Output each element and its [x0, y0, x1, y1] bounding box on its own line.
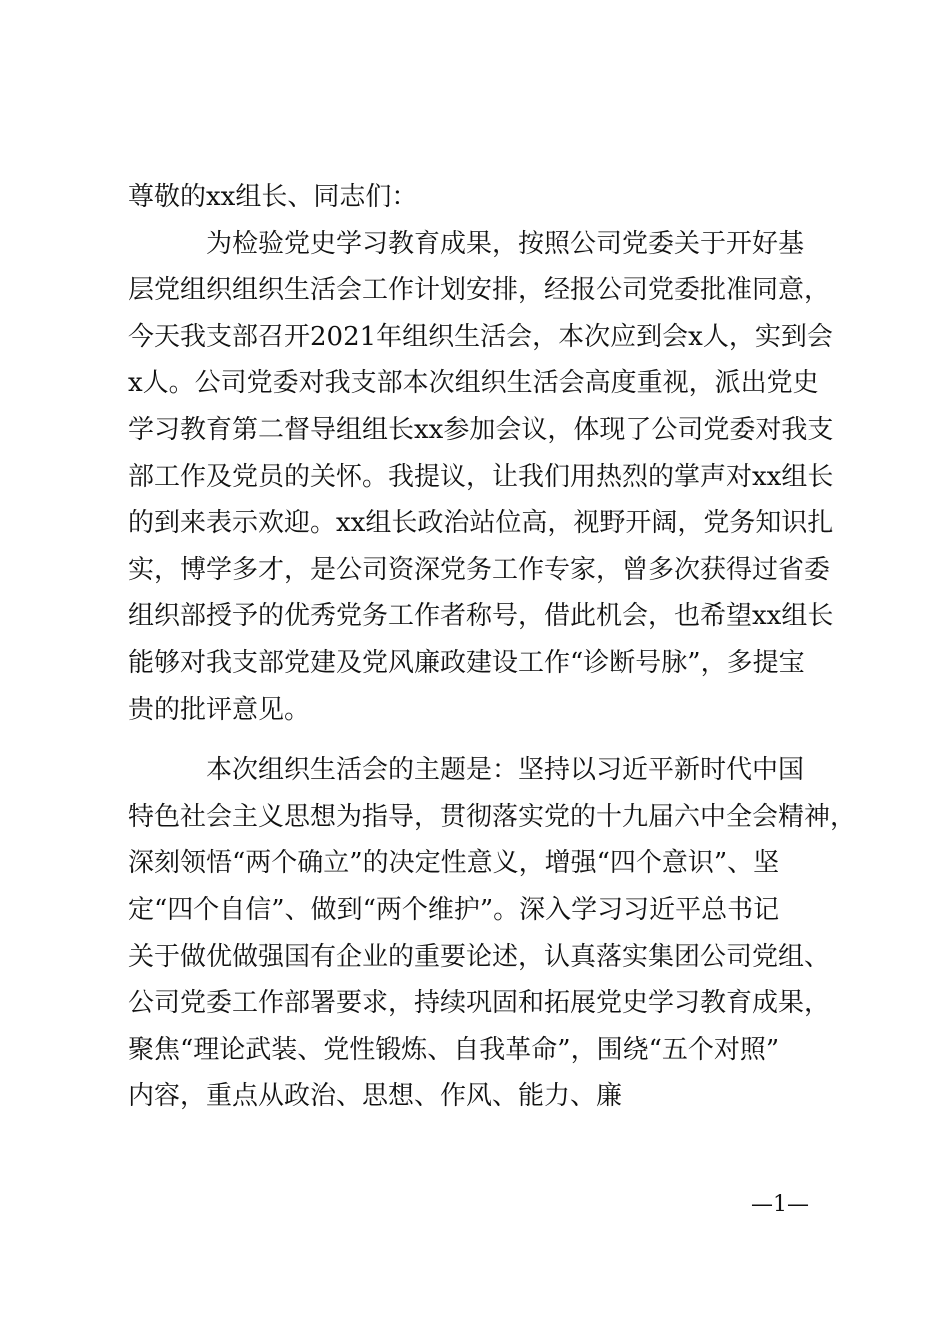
document-body: [128, 174, 857, 1120]
paragraph-1-line: 层党组织组织生活会工作计划安排，经报公司党委批准同意，: [128, 275, 831, 306]
paragraph-1-line: 组织部授予的优秀党务工作者称号，借此机会，也希望xx组长: [128, 601, 834, 632]
page-number: —1—: [751, 1192, 809, 1217]
paragraph-1-line: 实，博学多才，是公司资深党务工作专家，曾多次获得过省委: [128, 554, 831, 585]
paragraph-1-line: 学习教育第二督导组组长xx参加会议，体现了公司党委对我支: [128, 414, 834, 445]
paragraph-1-line: 贵的批评意见。: [128, 694, 311, 725]
paragraph-1-line: 为检验党史学习教育成果，按照公司党委关于开好基: [128, 228, 805, 259]
paragraph-2-line: 聚焦“理论武装、党性锻炼、自我革命”，围绕“五个对照”: [128, 1034, 780, 1065]
salutation: 尊敬的xx组长、同志们：: [128, 182, 418, 212]
paragraph-1-line: 的到来表示欢迎。xx组长政治站位高，视野开阔，党务知识扎: [128, 508, 834, 539]
paragraph-1-line: x人。公司党委对我支部本次组织生活会高度重视，派出党史: [128, 368, 819, 399]
paragraph-2-line: 内容，重点从政治、思想、作风、能力、廉: [128, 1081, 623, 1112]
paragraph-1-line: 部工作及党员的关怀。我提议，让我们用热烈的掌声对xx组长: [128, 461, 834, 492]
paragraph-2-line: 特色社会主义思想为指导，贯彻落实党的十九届六中全会精神，: [128, 801, 857, 832]
paragraph-2-line: 定“四个自信”、做到“两个维护”。深入学习习近平总书记: [128, 894, 780, 925]
paragraph-2-line: 公司党委工作部署要求，持续巩固和拓展党史学习教育成果，: [128, 988, 831, 1019]
paragraph-1-line: 今天我支部召开2021年组织生活会，本次应到会x人，实到会: [128, 321, 833, 352]
paragraph-2-line: 关于做优做强国有企业的重要论述，认真落实集团公司党组、: [128, 941, 831, 972]
paragraph-1-line: 能够对我支部党建及党风廉政建设工作“诊断号脉”，多提宝: [128, 647, 805, 678]
paragraph-2-line: 深刻领悟“两个确立”的决定性意义，增强“四个意识”、坚: [128, 848, 780, 879]
paragraph-gap: [128, 733, 832, 747]
paragraph-2-line: 本次组织生活会的主题是：坚持以习近平新时代中国: [128, 755, 805, 786]
